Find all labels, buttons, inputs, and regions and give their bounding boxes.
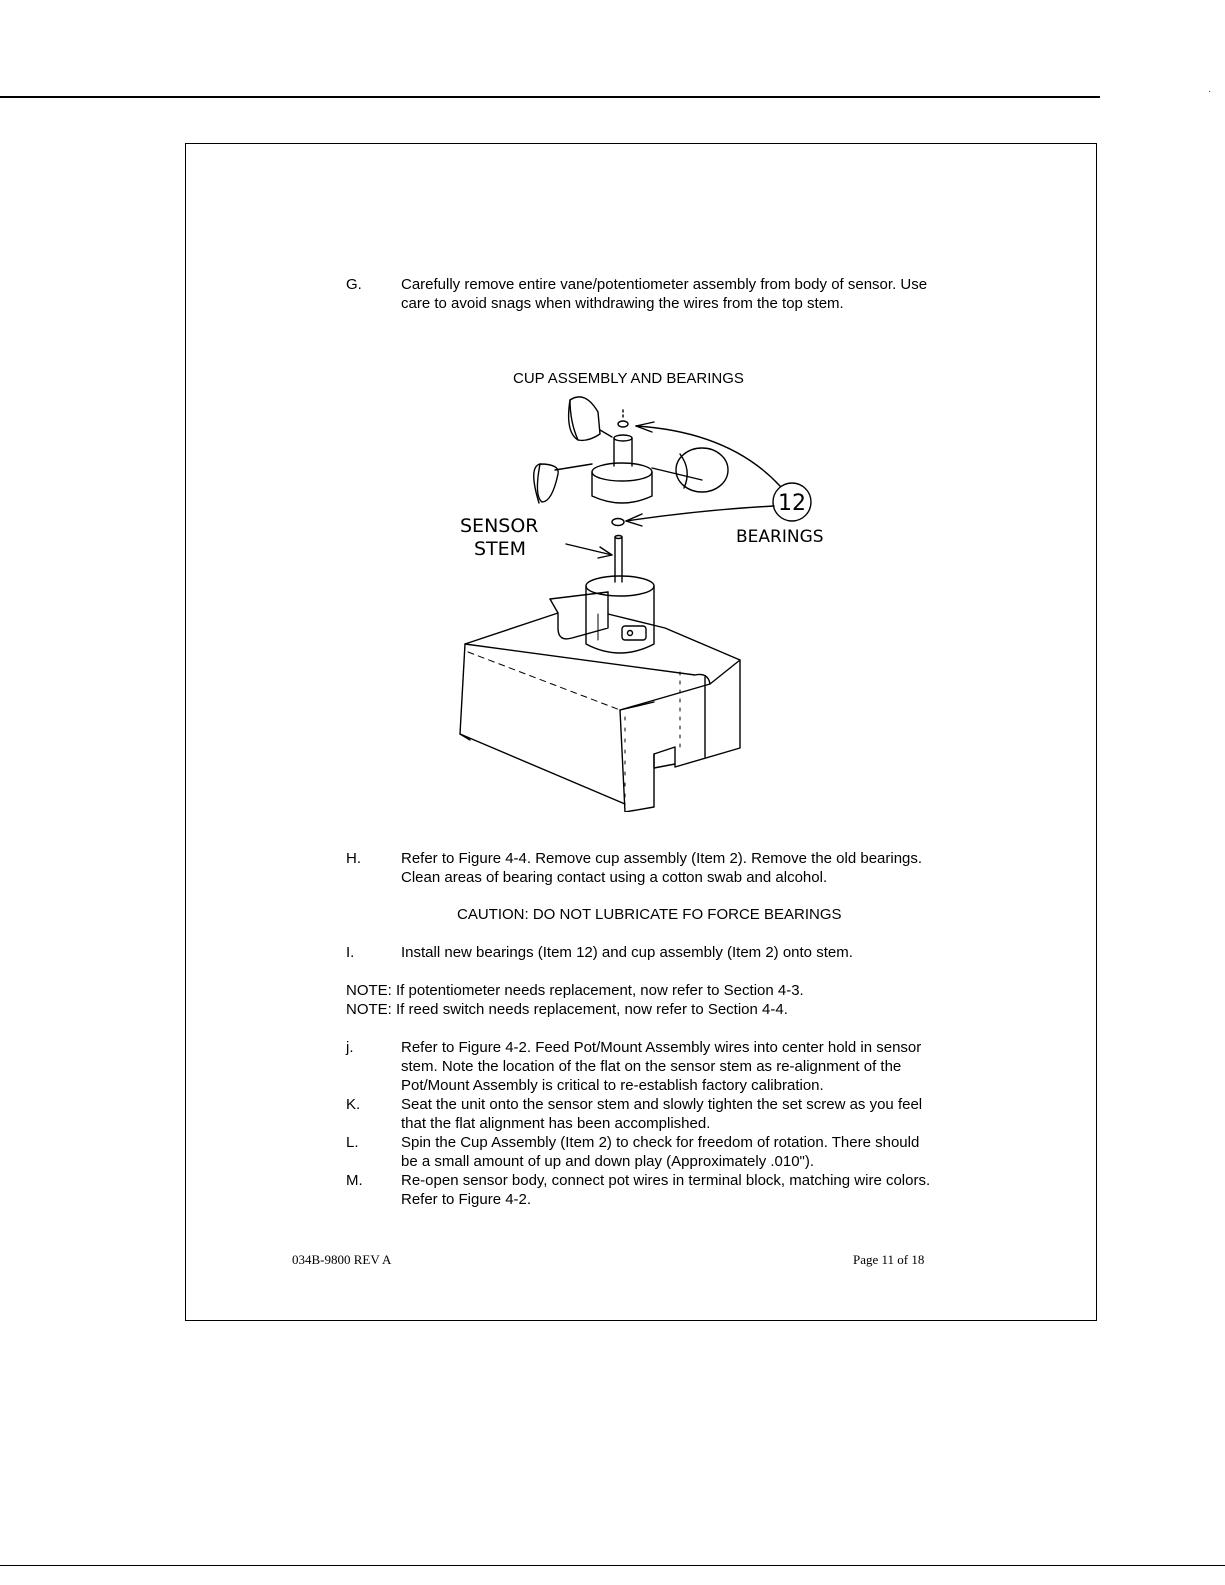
step-text [401,1095,991,1133]
step-line: Re-open sensor body, connect pot wires in terminal block, matching wire colors. [401,1172,931,1189]
sensor-housing [586,576,654,653]
step-line: Pot/Mount Assembly is critical to re-establish factory calibration. [401,1077,824,1094]
step-label: L. [346,1134,359,1151]
step-text [401,943,991,962]
header-rule [0,96,1100,98]
bearings-label: BEARINGS [736,527,824,547]
step-text [401,1133,991,1171]
note-reed-switch: NOTE: If reed switch needs replacement, now refer to Section 4-4. [346,1001,788,1018]
step-label: H. [346,850,361,867]
scan-mark: · [1208,86,1212,97]
sensor-label: SENSOR [460,515,539,537]
step-text [401,849,991,887]
footer-rule [0,1565,1225,1566]
doc-number: 034B-9800 REV A [292,1252,392,1267]
caution-text: CAUTION: DO NOT LUBRICATE FO FORCE BEARINGS [457,906,842,923]
step-line: that the flat alignment has been accomplished. [401,1115,711,1132]
step-line: Carefully remove entire vane/potentiometer assembly from body of sensor. Use [401,276,928,293]
step-label: I. [346,944,355,961]
cup-arms [534,397,728,503]
step-label: M. [346,1172,363,1189]
step-label: K. [346,1096,361,1113]
step-text [401,275,991,313]
step-line: Seat the unit onto the sensor stem and slowly tighten the set screw as you feel [401,1096,923,1113]
step-line: Install new bearings (Item 12) and cup assembly (Item 2) onto stem. [401,944,853,961]
stem-label: STEM [474,538,527,560]
page-number: Page 11 of 18 [853,1252,925,1267]
note-potentiometer: NOTE: If potentiometer needs replacement, now refer to Section 4-3. [346,982,804,999]
callout-number: 12 [778,491,806,516]
sensor-base-block [460,592,740,812]
step-line: Refer to Figure 4-2. [401,1191,532,1208]
step-label: j. [346,1039,354,1056]
step-label: G. [346,276,362,293]
cup-assembly-figure [440,392,860,812]
step-line: Spin the Cup Assembly (Item 2) to check for freedom of rotation. There should [401,1134,920,1151]
step-line: care to avoid snags when withdrawing the wires from the top stem. [401,295,844,312]
step-line: Refer to Figure 4-4. Remove cup assembly (Item 2). Remove the old bearings. [401,850,923,867]
step-text [401,1038,991,1095]
step-line: be a small amount of up and down play (Approximately .010"). [401,1153,815,1170]
step-text [401,1171,991,1209]
figure-title: CUP ASSEMBLY AND BEARINGS [513,370,744,387]
step-line: Clean areas of bearing contact using a cotton swab and alcohol. [401,869,828,886]
sensor-stem [612,519,624,583]
step-line: Refer to Figure 4-2. Feed Pot/Mount Assembly wires into center hold in sensor [401,1039,922,1056]
step-line: stem. Note the location of the flat on the sensor stem as re-alignment of the [401,1058,902,1075]
